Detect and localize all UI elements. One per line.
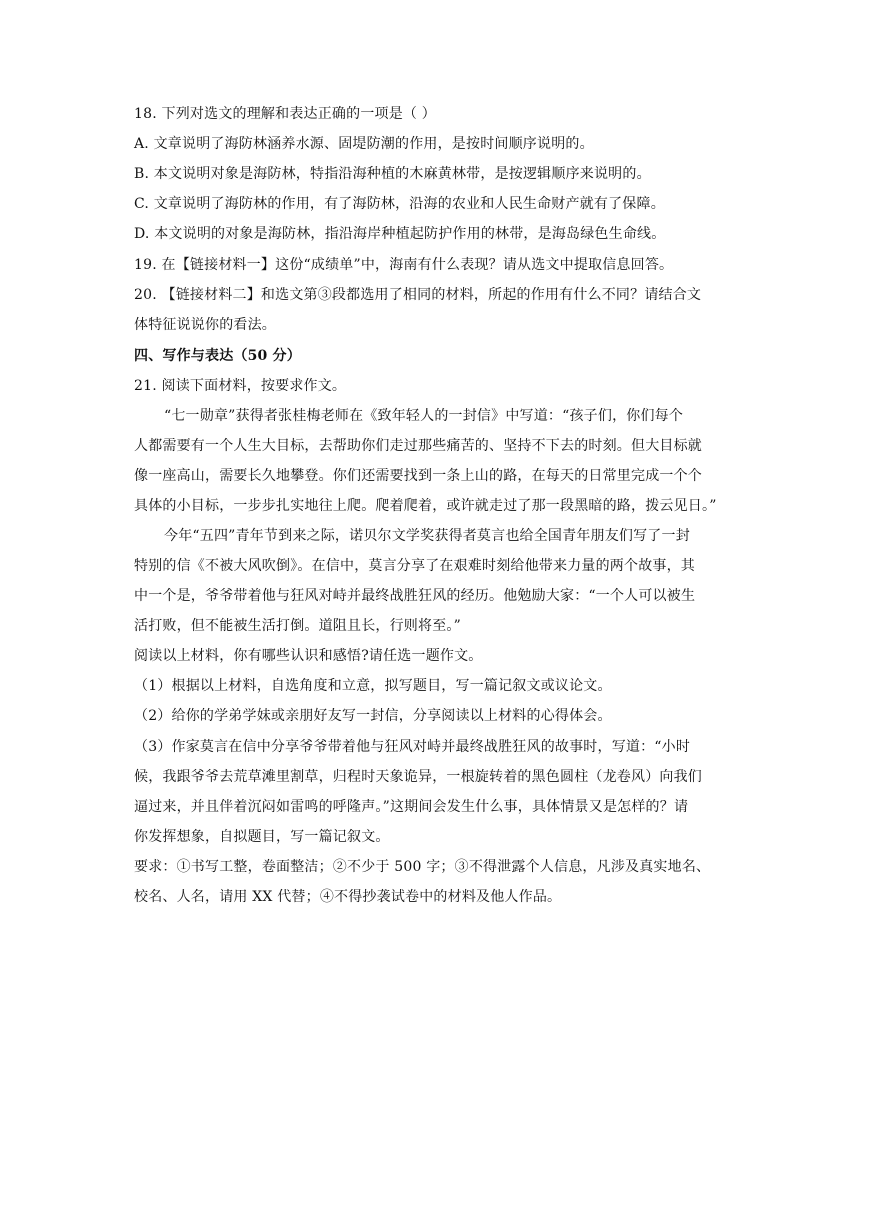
writing-option-3-line-3: 逼过来，并且伴着沉闷如雷鸣的呼隆声。”这期间会发生什么事，具体情景又是怎样的？请: [134, 799, 689, 815]
material-1-line-1: “七一勋章”获得者张桂梅老师在《致年轻人的一封信》中写道：“孩子们，你们每个: [164, 408, 684, 424]
question-18-stem: 18. 下列对选文的理解和表达正确的一项是（ ）: [134, 106, 436, 122]
writing-option-3-line-4: 你发挥想象，自拟题目，写一篇记叙文。: [134, 829, 390, 845]
question-18-option-d: D. 本文说明的对象是海防林，指沿海岸种植起防护作用的林带，是海岛绿色生命线。: [134, 226, 666, 242]
section-heading: 四、写作与表达（50 分）: [134, 348, 301, 364]
material-1-line-2: 人都需要有一个人生大目标，去帮助你们走过那些痛苦的、坚持不下去的时刻。但大目标就: [134, 438, 702, 454]
question-18-option-b: B. 本文说明对象是海防林，特指沿海种植的木麻黄林带，是按逻辑顺序来说明的。: [134, 166, 651, 182]
material-2-line-2: 特别的信《不被大风吹倒》。在信中，莫言分享了在艰难时刻给他带来力量的两个故事，其: [134, 558, 695, 574]
writing-prompt: 阅读以上材料，你有哪些认识和感悟?请任选一题作文。: [134, 648, 483, 664]
material-2-line-1: 今年“五四”青年节到来之际，诺贝尔文学奖获得者莫言也给全国青年朋友们写了一封: [164, 528, 690, 544]
material-1-line-4: 具体的小目标，一步步扎实地往上爬。爬着爬着，或许就走过了那一段黑暗的路，拨云见日。”: [134, 498, 717, 514]
writing-option-3-line-2: 候，我跟爷爷去荒草滩里割草，归程时天象诡异，一根旋转着的黑色圆柱（龙卷风）向我们: [134, 769, 702, 785]
question-18-option-a: A. 文章说明了海防林涵养水源、固堤防潮的作用，是按时间顺序说明的。: [134, 136, 594, 152]
question-20-line-1: 20. 【链接材料二】和选文第③段都选用了相同的材料，所起的作用有什么不同？请结合文: [134, 287, 702, 303]
question-18-option-c: C. 文章说明了海防林的作用，有了海防林，沿海的农业和人民生命财产就有了保障。: [134, 196, 665, 212]
question-20-line-2: 体特征说说你的看法。: [134, 317, 276, 333]
writing-option-1: （1）根据以上材料，自选角度和立意，拟写题目，写一篇记叙文或议论文。: [134, 678, 612, 694]
question-21: 21. 阅读下面材料，按要求作文。: [134, 378, 347, 394]
material-2-line-4: 活打败，但不能被生活打倒。道阻且长，行则将至。”: [134, 618, 461, 634]
requirements-line-1: 要求：①书写工整，卷面整洁；②不少于 500 字；③不得泄露个人信息，凡涉及真实地名、: [134, 859, 711, 875]
requirements-line-2: 校名、人名，请用 XX 代替；④不得抄袭试卷中的材料及他人作品。: [134, 889, 562, 905]
material-1-line-3: 像一座高山，需要长久地攀登。你们还需要找到一条上山的路，在每天的日常里完成一个个: [134, 468, 702, 484]
question-19: 19. 在【链接材料一】这份“成绩单”中，海南有什么表现？请从选文中提取信息回答。: [134, 257, 674, 273]
writing-option-3-line-1: （3）作家莫言在信中分享爷爷带着他与狂风对峙并最终战胜狂风的故事时，写道：“小时: [134, 739, 691, 755]
writing-option-2: （2）给你的学弟学妹或亲朋好友写一封信，分享阅读以上材料的心得体会。: [134, 708, 612, 724]
material-2-line-3: 中一个是，爷爷带着他与狂风对峙并最终战胜狂风的经历。他勉励大家：“一个人可以被生: [134, 588, 696, 604]
